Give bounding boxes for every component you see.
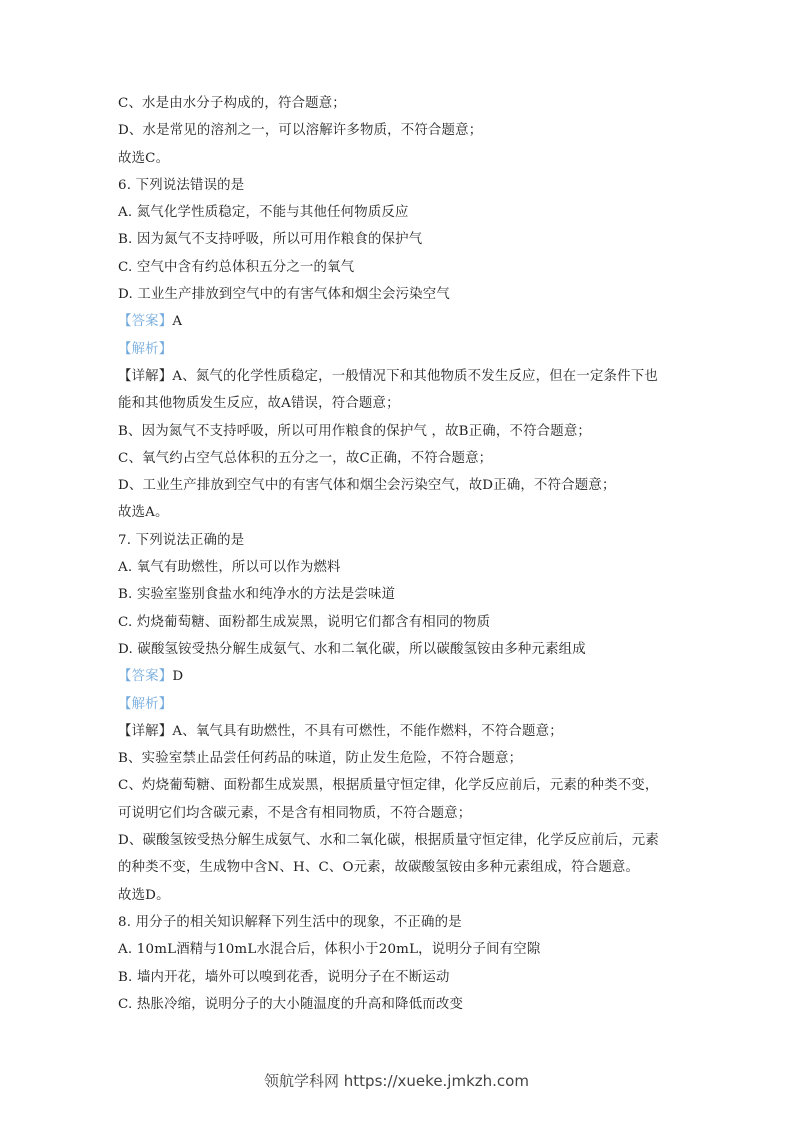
line-text: B、实验室禁止品尝任何药品的味道，防止发生危险，不符合题意； bbox=[118, 751, 523, 767]
text-line bbox=[118, 805, 688, 832]
text-line bbox=[118, 723, 688, 750]
text-line bbox=[118, 150, 688, 177]
text-line bbox=[118, 368, 688, 395]
line-text: A. 10mL酒精与10mL水混合后，体积小于20mL，说明分子间有空隙 bbox=[118, 942, 541, 958]
line-text: C. 空气中含有约总体积五分之一的氧气 bbox=[118, 259, 355, 275]
text-line bbox=[118, 259, 688, 286]
page-footer-watermark: 领航学科网 https://xueke.jmkzh.com bbox=[264, 1072, 529, 1090]
line-text: D、碳酸氢铵受热分解生成氨气、水和二氧化碳，根据质量守恒定律，化学反应前后，元素 bbox=[118, 833, 659, 849]
text-line bbox=[118, 941, 688, 968]
text-line bbox=[118, 450, 688, 477]
line-text: 能和其他物质发生反应，故A错误，符合题意； bbox=[118, 396, 400, 412]
text-line bbox=[118, 177, 688, 204]
line-text: 故选C。 bbox=[118, 150, 170, 166]
section-tag: 【解析】 bbox=[118, 341, 173, 357]
line-text: A、氮气的化学性质稳定，一般情况下和其他物质不发生反应，但在一定条件下也 bbox=[172, 368, 658, 384]
text-line bbox=[118, 231, 688, 258]
line-text: A. 氮气化学性质稳定，不能与其他任何物质反应 bbox=[118, 205, 409, 221]
document-body bbox=[118, 95, 688, 1023]
text-line bbox=[118, 777, 688, 804]
section-tag: 【答案】 bbox=[118, 669, 173, 685]
text-line bbox=[118, 641, 688, 668]
text-line bbox=[118, 559, 688, 586]
text-line bbox=[118, 286, 688, 313]
line-text: 故选D。 bbox=[118, 887, 170, 903]
text-line bbox=[118, 395, 688, 422]
text-line bbox=[118, 204, 688, 231]
line-text: D、水是常见的溶剂之一，可以溶解许多物质，不符合题意； bbox=[118, 123, 483, 139]
line-text: 可说明它们均含碳元素，不是含有相同物质，不符合题意； bbox=[118, 805, 472, 821]
line-text: D、工业生产排放到空气中的有害气体和烟尘会污染空气，故D正确，不符合题意； bbox=[118, 478, 616, 494]
section-tag: 【详解】 bbox=[118, 723, 173, 739]
text-line bbox=[118, 914, 688, 941]
line-text: D. 工业生产排放到空气中的有害气体和烟尘会污染空气 bbox=[118, 287, 450, 303]
line-text: B、因为氮气不支持呼吸，所以可用作粮食的保护气 ，故B正确，不符合题意； bbox=[118, 423, 592, 439]
line-text: C、水是由水分子构成的，符合题意； bbox=[118, 96, 346, 111]
line-text: A. 氧气有助燃性，所以可以作为燃料 bbox=[118, 560, 341, 576]
line-text: C、灼烧葡萄糖、面粉都生成炭黑，根据质量守恒定律，化学反应前后，元素的种类不变， bbox=[118, 778, 659, 794]
text-line bbox=[118, 504, 688, 531]
text-line bbox=[118, 614, 688, 641]
text-line bbox=[118, 887, 688, 914]
text-line bbox=[118, 668, 688, 695]
line-text: D bbox=[172, 669, 184, 685]
line-text: B. 墙内开花，墙外可以嗅到花香，说明分子在不断运动 bbox=[118, 969, 450, 985]
text-line bbox=[118, 532, 688, 559]
section-tag: 【详解】 bbox=[118, 368, 173, 384]
section-tag: 【答案】 bbox=[118, 314, 173, 330]
line-text: 6. 下列说法错误的是 bbox=[118, 177, 245, 193]
line-text: C. 灼烧葡萄糖、面粉都生成炭黑，说明它们都含有相同的物质 bbox=[118, 614, 491, 630]
line-text: 7. 下列说法正确的是 bbox=[118, 532, 245, 548]
line-text: D. 碳酸氢铵受热分解生成氨气、水和二氧化碳，所以碳酸氢铵由多种元素组成 bbox=[118, 641, 586, 657]
text-line bbox=[118, 996, 688, 1023]
line-text: A bbox=[172, 314, 183, 330]
text-line bbox=[118, 859, 688, 886]
text-line bbox=[118, 586, 688, 613]
section-tag: 【解析】 bbox=[118, 696, 173, 712]
line-text: 的种类不变，生成物中含N、H、C、O元素，故碳酸氢铵由多种元素组成，符合题意。 bbox=[118, 860, 640, 876]
line-text: B. 实验室鉴别食盐水和纯净水的方法是尝味道 bbox=[118, 587, 396, 603]
line-text: B. 因为氮气不支持呼吸，所以可用作粮食的保护气 bbox=[118, 232, 423, 248]
text-line bbox=[118, 95, 688, 122]
text-line bbox=[118, 313, 688, 340]
text-line bbox=[118, 341, 688, 368]
text-line bbox=[118, 122, 688, 149]
text-line bbox=[118, 696, 688, 723]
text-line bbox=[118, 969, 688, 996]
text-line bbox=[118, 750, 688, 777]
line-text: C. 热胀冷缩，说明分子的大小随温度的升高和降低而改变 bbox=[118, 996, 464, 1012]
line-text: 8. 用分子的相关知识解释下列生活中的现象，不正确的是 bbox=[118, 914, 462, 930]
line-text: 故选A。 bbox=[118, 505, 169, 521]
text-line bbox=[118, 477, 688, 504]
text-line bbox=[118, 832, 688, 859]
text-line bbox=[118, 423, 688, 450]
line-text: A、氧气具有助燃性，不具有可燃性，不能作燃料，不符合题意； bbox=[172, 723, 563, 739]
line-text: C、氧气约占空气总体积的五分之一，故C正确，不符合题意； bbox=[118, 450, 493, 466]
